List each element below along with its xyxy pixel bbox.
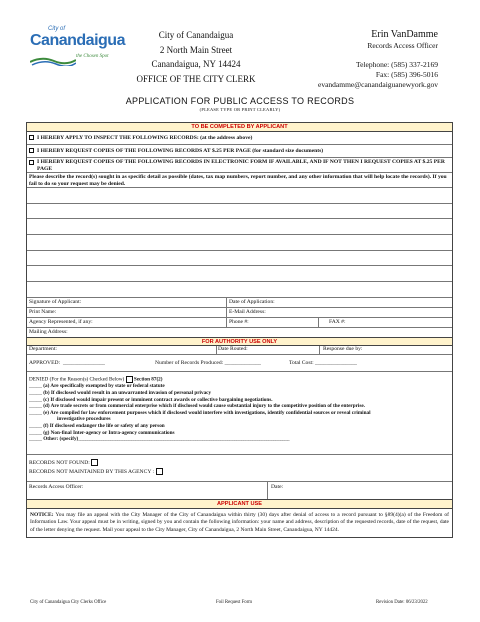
option-inspect-note: (at the address above) (200, 135, 253, 141)
agency-row (27, 318, 452, 328)
reason-f: (f) If disclosed endanger the life or safety of any person (43, 422, 165, 429)
contact-block (300, 28, 438, 90)
date-application-label: Date of Application: (229, 299, 275, 306)
name-row (27, 308, 452, 318)
describe-instructions: Please describe the record(s) sought in as specific detail as possible (dates, tax map numbers, report number, and any other information that will help locate the records). If you fail to do so your request may be denied. (27, 173, 452, 188)
description-line[interactable] (27, 188, 452, 204)
description-line[interactable] (27, 219, 452, 235)
not-found-checkbox[interactable] (91, 459, 98, 466)
description-line[interactable] (27, 204, 452, 220)
logo-tagline: the Chosen Spot (76, 54, 109, 59)
signature-label: Signature of Applicant: (29, 299, 82, 306)
description-line[interactable] (27, 235, 452, 251)
denied-section: DENIED (For the Reason(s) Checked Below) Section 87(2) _____ (a) Are specifically exempted by state or federal statute _____ (b) If disclosed would result in an unwarranted invasion of personal privacy _____ (c) If disclosed would impair present or imminent contract awards or collective bargaining negotiations. _____ (d) Are trade secrets or from commercial enterprise which if disclosed would cause substantial injury to the competitive position of the enterprise. _____ (e) Are compiled for law enforcement purposes which if disclosed would interfere with investigations, identify confidential sources or reveal criminal investigative procedures _____ (f) If disclosed endanger the life or safety of any person _____ (g) Non-final Inter-agency or Intra-agency communications _____ Other: (specify)____________________________________________________________________________________________ (27, 372, 452, 455)
total-cost-label[interactable]: Total Cost: _______________ (289, 360, 357, 367)
option-copies-note: (for standard size documents) (252, 148, 324, 154)
option-inspect-row (27, 132, 452, 145)
office-address (136, 28, 256, 86)
page-subtitle: (PLEASE TYPE OR PRINT CLEARLY) (199, 107, 281, 112)
electronic-checkbox[interactable] (29, 160, 34, 165)
description-line[interactable] (27, 251, 452, 267)
reason-c: (c) If disclosed would impair present or imminent contract awards or collective bargaining negotiations. (43, 396, 273, 403)
officer-date-label: Date: (271, 484, 284, 491)
records-produced-label[interactable]: Number of Records Produced: _____________ (155, 360, 261, 367)
response-due-label: Response due by: (323, 346, 363, 353)
address-line: City of Canandaigua (158, 30, 234, 40)
approved-label: APPROVED: (29, 360, 61, 367)
logo-city-name: Canandaigua (30, 32, 125, 49)
address-line: 2 North Main Street (159, 44, 233, 55)
applicant-section-header: TO BE COMPLETED BY APPLICANT (27, 123, 452, 132)
date-routed-label: Date Routed: (218, 346, 248, 353)
mailing-row (27, 328, 452, 338)
logo-city-of: City of (48, 26, 66, 32)
copies-checkbox[interactable] (29, 148, 34, 153)
option-electronic-row (27, 158, 452, 173)
print-name-label: Print Name: (29, 309, 57, 316)
reason-e-continued: investigative procedures (57, 416, 111, 423)
reason-b: (b) If disclosed would result in an unwarranted invasion of personal privacy (43, 390, 212, 396)
option-inspect-label: I HEREBY APPLY TO INSPECT THE FOLLOWING RECORDS: (37, 135, 199, 141)
officer-label: Records Access Officer: (29, 484, 84, 491)
reason-a: (a) Are specifically exempted by state or federal statute (43, 383, 165, 390)
phone-label: Phone #: (229, 319, 249, 326)
approved-row (27, 355, 452, 372)
section-label: Section 87(2) (133, 376, 163, 383)
email-label: E-Mail Address: (229, 309, 266, 316)
fax-label: FAX #: (329, 319, 346, 326)
reason-d: (d) Are trade secrets or from commercial enterprise which if disclosed would cause substantial injury to the competitive position of the enterprise. (43, 403, 365, 410)
inspect-checkbox[interactable] (29, 135, 34, 140)
not-found-section (27, 455, 452, 482)
address-line: Canandaigua, NY 14424 (151, 59, 241, 69)
contact-name: Erin VanDamme (371, 29, 438, 40)
department-label: Department: (29, 346, 57, 353)
description-line[interactable] (27, 266, 452, 282)
footer-revision: Revision Date: 06/23/2022 (376, 600, 428, 605)
option-copies-label: I HEREBY REQUEST COPIES OF THE FOLLOWING RECORDS AT $.25 PER PAGE (37, 148, 251, 154)
page-title: APPLICATION FOR PUBLIC ACCESS TO RECORDS (125, 96, 355, 106)
signature-row (27, 298, 452, 308)
department-row (27, 346, 452, 355)
option-copies-row (27, 145, 452, 158)
footer-office: City of Canandaigua City Clerks Office (30, 600, 107, 605)
contact-role: Records Access Officer (367, 41, 438, 50)
officer-row (27, 482, 452, 500)
logo-wave-icon (30, 56, 76, 66)
agency-label: Agency Represented, if any: (29, 319, 93, 326)
mailing-label: Mailing Address: (29, 329, 68, 336)
option-electronic-label: I HEREBY REQUEST COPIES OF THE FOLLOWING RECORDS IN ELECTRONIC FORM IF AVAILABLE, AND IF NOT THEN I REQUEST COPIES AT $.25 PER PAGE (37, 159, 445, 172)
authority-section-header: FOR AUTHORITY USE ONLY (27, 338, 452, 346)
contact-telephone: Telephone: (585) 337-2169 (356, 60, 438, 69)
not-found-label: RECORDS NOT FOUND: (29, 460, 90, 467)
approved-line[interactable]: _______________ (63, 360, 105, 367)
reason-e: (e) Are compiled for law enforcement purposes which if disclosed would interfere with investigations, identify confidential sources or reveal criminal (43, 409, 371, 416)
footer-form-name: Foil Request Form (216, 600, 252, 605)
office-name: OFFICE OF THE CITY CLERK (136, 73, 256, 84)
not-maintained-checkbox[interactable] (156, 468, 163, 475)
not-maintained-label: RECORDS NOT MAINTAINED BY THIS AGENCY : (29, 469, 155, 476)
contact-email[interactable]: evandamme@canandaiguanewyork.gov (318, 80, 438, 89)
reason-g: (g) Non-final Inter-agency or Intra-agency communications (43, 429, 175, 436)
request-form (26, 122, 453, 538)
city-logo (30, 26, 125, 70)
applicant-use-header: APPLICANT USE (27, 500, 452, 509)
notice-text: You may file an appeal with the City Manager of the City of Canandaigua within thirty (30) days after denial of access to a record pursuant to §89(4)(a) of the Freedom of Information Law. Your appeal must be in writing, signed by you and contain the following information: your name and address, description of the requested records, date of the request, date of the letter denying the request. Mail your appeal to the City Manager, City of Canandaigua, 2 North Main Street, Canandaigua, NY 14424. (30, 512, 450, 533)
denied-intro: DENIED (For the Reason(s) Checked Below) (29, 376, 125, 383)
notice-label: NOTICE: (30, 512, 54, 519)
contact-fax: Fax: (585) 396-5016 (375, 70, 438, 79)
description-line[interactable] (27, 282, 452, 298)
reason-other: Other: (specify) (43, 436, 79, 443)
appeal-notice (27, 509, 452, 537)
